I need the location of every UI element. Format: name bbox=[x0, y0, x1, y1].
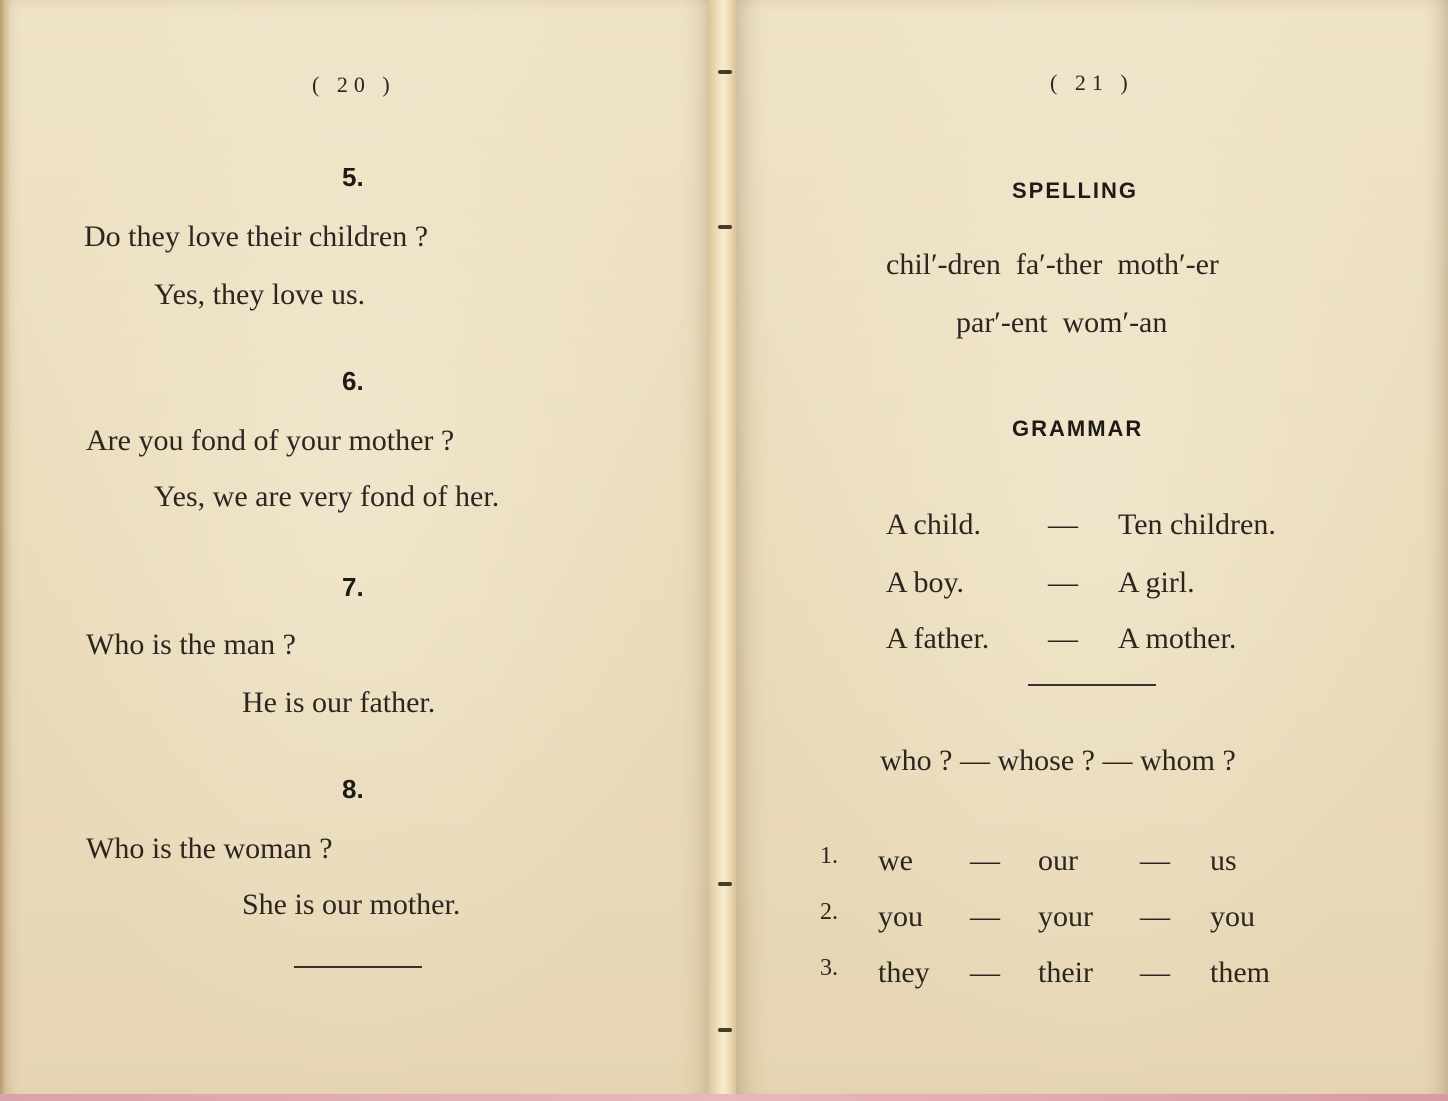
pronoun-header: who ? — whose ? — whom ? bbox=[880, 744, 1236, 777]
binding-stitch bbox=[718, 882, 732, 886]
pronoun-subject: we bbox=[878, 844, 913, 877]
binding-stitch bbox=[718, 1028, 732, 1032]
section-rule-right bbox=[1028, 684, 1156, 686]
spelling-heading: SPELLING bbox=[1012, 178, 1139, 203]
answer-8: She is our mother. bbox=[242, 888, 461, 921]
spelling-line-1: chil′-dren fa′-ther moth′-er bbox=[886, 248, 1219, 281]
question-7: Who is the man ? bbox=[86, 628, 296, 661]
grammar-plural: Ten children. bbox=[1118, 508, 1276, 541]
pronoun-object: us bbox=[1210, 844, 1237, 877]
binding-stitch bbox=[718, 225, 732, 229]
grammar-dash: — bbox=[1048, 622, 1078, 655]
question-5: Do they love their children ? bbox=[84, 220, 429, 253]
pronoun-index: 3. bbox=[820, 955, 838, 981]
grammar-heading: GRAMMAR bbox=[1012, 416, 1144, 441]
pronoun-dash: — bbox=[970, 956, 1000, 989]
section-number-7: 7. bbox=[342, 572, 364, 602]
grammar-dash: — bbox=[1048, 566, 1078, 599]
binding-stitch bbox=[718, 70, 732, 74]
grammar-singular: A child. bbox=[886, 508, 981, 541]
pronoun-possessive: our bbox=[1038, 844, 1078, 877]
pronoun-subject: they bbox=[878, 956, 930, 989]
answer-5: Yes, they love us. bbox=[154, 278, 366, 311]
page-number-left: ( 20 ) bbox=[312, 72, 396, 97]
grammar-plural: A girl. bbox=[1118, 566, 1195, 599]
pronoun-possessive: your bbox=[1038, 900, 1093, 933]
section-number-6: 6. bbox=[342, 366, 364, 396]
pronoun-dash: — bbox=[1140, 956, 1170, 989]
pronoun-object: you bbox=[1210, 900, 1255, 933]
page-number-right: ( 21 ) bbox=[1050, 70, 1134, 95]
pronoun-dash: — bbox=[1140, 844, 1170, 877]
grammar-plural: A mother. bbox=[1118, 622, 1237, 655]
pronoun-index: 1. bbox=[820, 843, 838, 869]
section-number-5: 5. bbox=[342, 162, 364, 192]
left-page bbox=[0, 0, 712, 1101]
section-number-8: 8. bbox=[342, 774, 364, 804]
answer-7: He is our father. bbox=[242, 686, 436, 719]
question-8: Who is the woman ? bbox=[86, 832, 333, 865]
book-bottom-edge bbox=[0, 1094, 1448, 1101]
right-page bbox=[736, 0, 1448, 1101]
pronoun-index: 2. bbox=[820, 899, 838, 925]
grammar-singular: A father. bbox=[886, 622, 990, 655]
left-page-edge bbox=[0, 0, 10, 1101]
spelling-line-2: par′-ent wom′-an bbox=[956, 306, 1168, 339]
grammar-dash: — bbox=[1048, 508, 1078, 541]
pronoun-dash: — bbox=[970, 844, 1000, 877]
pronoun-possessive: their bbox=[1038, 956, 1093, 989]
pronoun-dash: — bbox=[1140, 900, 1170, 933]
answer-6: Yes, we are very fond of her. bbox=[154, 480, 500, 513]
pronoun-subject: you bbox=[878, 900, 923, 933]
pronoun-dash: — bbox=[970, 900, 1000, 933]
pronoun-object: them bbox=[1210, 956, 1270, 989]
grammar-singular: A boy. bbox=[886, 566, 965, 599]
end-rule-left bbox=[294, 966, 422, 968]
question-6: Are you fond of your mother ? bbox=[86, 424, 455, 457]
